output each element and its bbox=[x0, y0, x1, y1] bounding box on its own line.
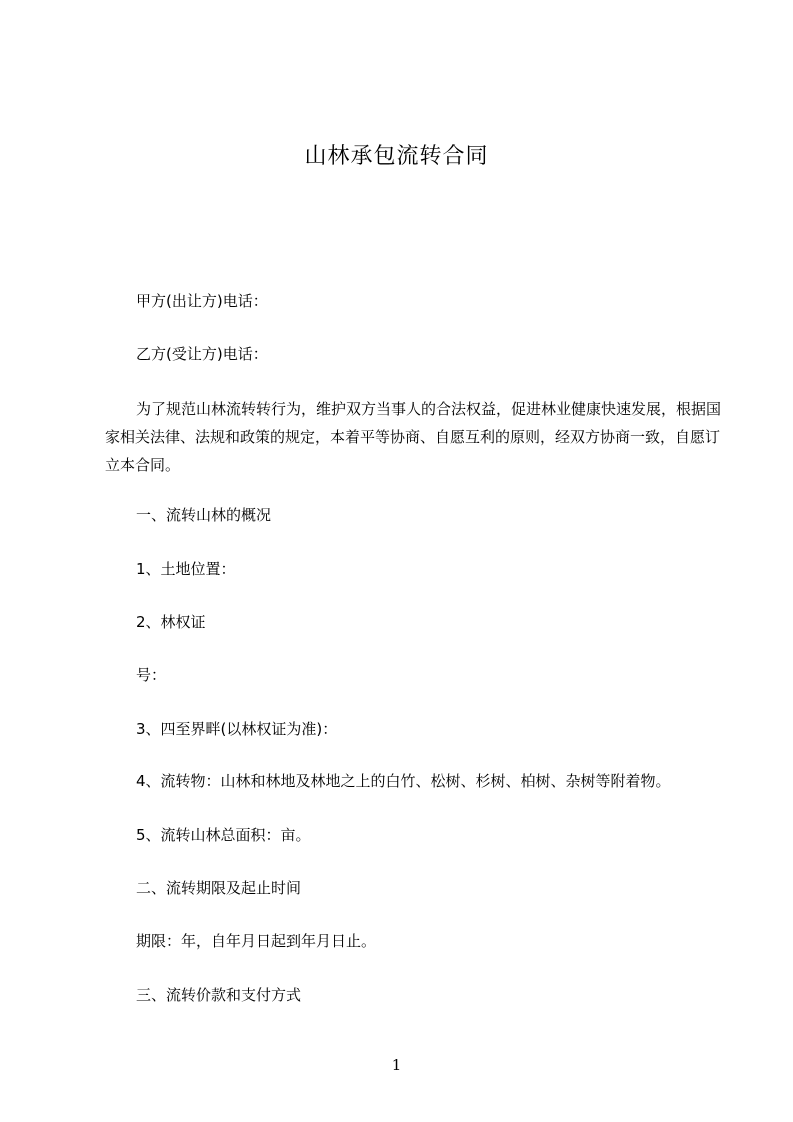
section-heading: 三、流转价款和支付方式 bbox=[136, 986, 302, 1004]
section-heading: 一、流转山林的概况 bbox=[136, 506, 272, 524]
page-number: 1 bbox=[391, 1056, 402, 1074]
term-line: 期限：年，自年月日起到年月日止。 bbox=[136, 932, 377, 950]
item-certificate-number: 号： bbox=[136, 666, 167, 684]
item-land-location: 1、土地位置： bbox=[136, 560, 236, 578]
document-title: 山林承包流转合同 bbox=[304, 144, 489, 169]
item-boundaries: 3、四至界畔(以林权证为准)： bbox=[136, 720, 338, 738]
party-a-line: 甲方(出让方)电话： bbox=[136, 292, 268, 310]
item-total-area: 5、流转山林总面积：亩。 bbox=[136, 826, 311, 844]
section-heading: 二、流转期限及起止时间 bbox=[136, 879, 302, 897]
item-forest-certificate: 2、林权证 bbox=[136, 613, 206, 631]
preamble-paragraph bbox=[105, 395, 725, 479]
preamble-text: 为了规范山林流转转行为，维护双方当事人的合法权益，促进林业健康快速发展，根据国家相关法律、法规和政策的规定，本着平等协商、自愿互利的原则，经双方协商一致，自愿订立本合同。 bbox=[105, 400, 722, 474]
item-transfer-objects: 4、流转物：山林和林地及林地之上的白竹、松树、杉树、柏树、杂树等附着物。 bbox=[136, 772, 671, 790]
party-b-line: 乙方(受让方)电话： bbox=[136, 345, 268, 363]
